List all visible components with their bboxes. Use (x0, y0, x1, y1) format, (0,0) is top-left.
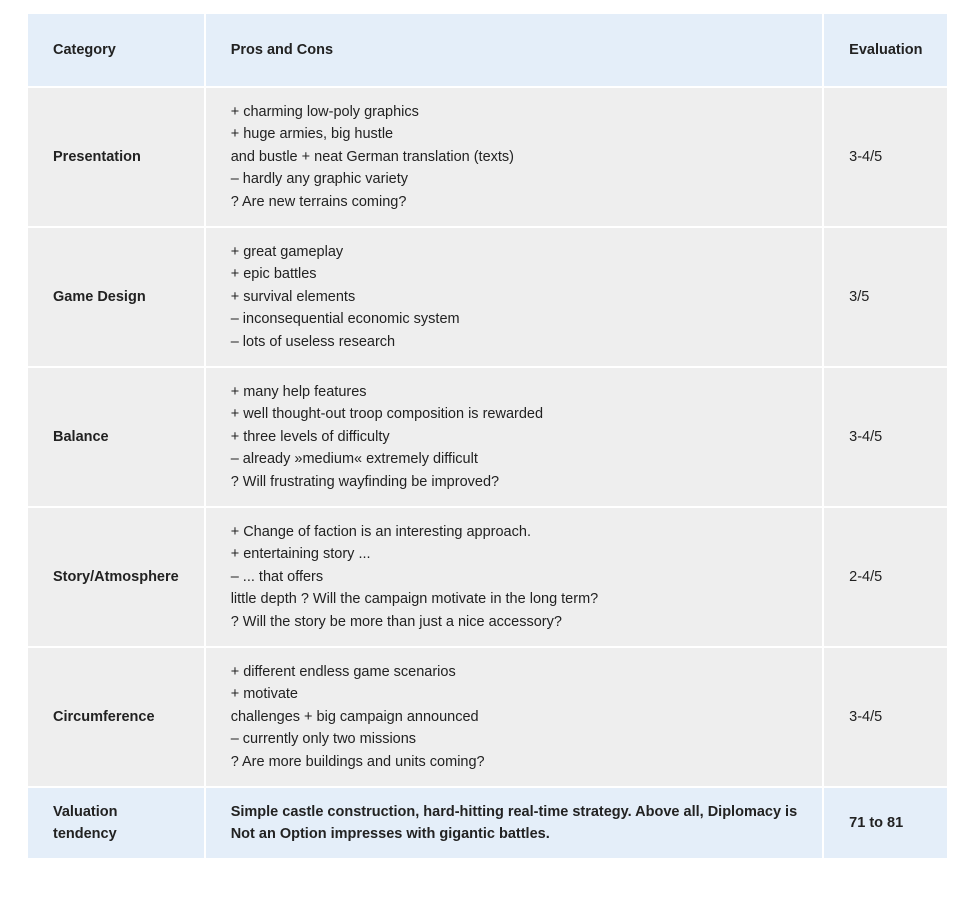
table-header-row (28, 14, 947, 86)
review-rating-table-container (28, 14, 931, 860)
pros-cons-line: ? Will frustrating wayfinding be improved? (230, 473, 500, 490)
valuation-label-line-1: Valuation (53, 803, 118, 820)
row-evaluation: 3-4/5 (824, 88, 947, 226)
valuation-score: 71 to 81 (824, 788, 947, 858)
pros-cons-line: ? Will the story be more than just a nice accessory? (230, 613, 562, 630)
pros-cons-line: + survival elements (230, 288, 356, 305)
pros-cons-line: – currently only two missions (230, 731, 417, 748)
row-pros-cons (206, 228, 822, 366)
pros-cons-line: + huge armies, big hustle (230, 126, 394, 143)
pros-cons-line: + many help features (230, 383, 367, 400)
table-row (28, 88, 947, 226)
pros-cons-line: + motivate (230, 686, 298, 703)
review-rating-table (26, 12, 949, 860)
row-pros-cons (206, 368, 822, 506)
pros-cons-line: – inconsequential economic system (230, 311, 460, 328)
pros-cons-line: ? Are new terrains coming? (230, 193, 407, 210)
row-category: Presentation (28, 88, 204, 226)
row-category: Game Design (28, 228, 204, 366)
pros-cons-line: – ... that offers (230, 568, 324, 585)
pros-cons-line: – already »medium« extremely difficult (230, 451, 478, 468)
row-category: Balance (28, 368, 204, 506)
pros-cons-line: + epic battles (230, 266, 317, 283)
valuation-summary (206, 788, 822, 858)
row-pros-cons (206, 508, 822, 646)
valuation-tendency-label (28, 788, 204, 858)
pros-cons-line: + entertaining story ... (230, 546, 371, 563)
header-category: Category (28, 14, 204, 86)
row-pros-cons (206, 648, 822, 786)
pros-cons-line: – lots of useless research (230, 333, 396, 350)
valuation-summary-line-2: Not an Option impresses with gigantic battles. (230, 826, 550, 842)
row-category: Circumference (28, 648, 204, 786)
valuation-tendency-row (28, 788, 947, 858)
table-row (28, 228, 947, 366)
pros-cons-line: little depth ? Will the campaign motivate in the long term? (230, 591, 599, 608)
pros-cons-line: ? Are more buildings and units coming? (230, 753, 485, 770)
row-evaluation: 2-4/5 (824, 508, 947, 646)
row-category: Story/Atmosphere (28, 508, 204, 646)
table-row (28, 648, 947, 786)
row-pros-cons (206, 88, 822, 226)
row-evaluation: 3-4/5 (824, 368, 947, 506)
pros-cons-line: – hardly any graphic variety (230, 171, 409, 188)
valuation-label-line-2: tendency (53, 826, 117, 842)
header-pros-cons: Pros and Cons (206, 14, 822, 86)
table-row (28, 368, 947, 506)
pros-cons-line: + different endless game scenarios (230, 663, 456, 680)
pros-cons-line: + well thought-out troop composition is rewarded (230, 406, 544, 423)
valuation-summary-line-1: Simple castle construction, hard-hitting real-time strategy. Above all, Diplomacy is (230, 803, 798, 820)
pros-cons-line: + three levels of difficulty (230, 428, 390, 445)
row-evaluation: 3/5 (824, 228, 947, 366)
pros-cons-line: + charming low-poly graphics (230, 103, 419, 120)
row-evaluation: 3-4/5 (824, 648, 947, 786)
header-evaluation: Evaluation (824, 14, 947, 86)
pros-cons-line: + Change of faction is an interesting approach. (230, 523, 531, 540)
pros-cons-line: challenges + big campaign announced (230, 708, 479, 725)
table-row (28, 508, 947, 646)
pros-cons-line: + great gameplay (230, 243, 344, 260)
pros-cons-line: and bustle + neat German translation (texts) (230, 148, 515, 165)
